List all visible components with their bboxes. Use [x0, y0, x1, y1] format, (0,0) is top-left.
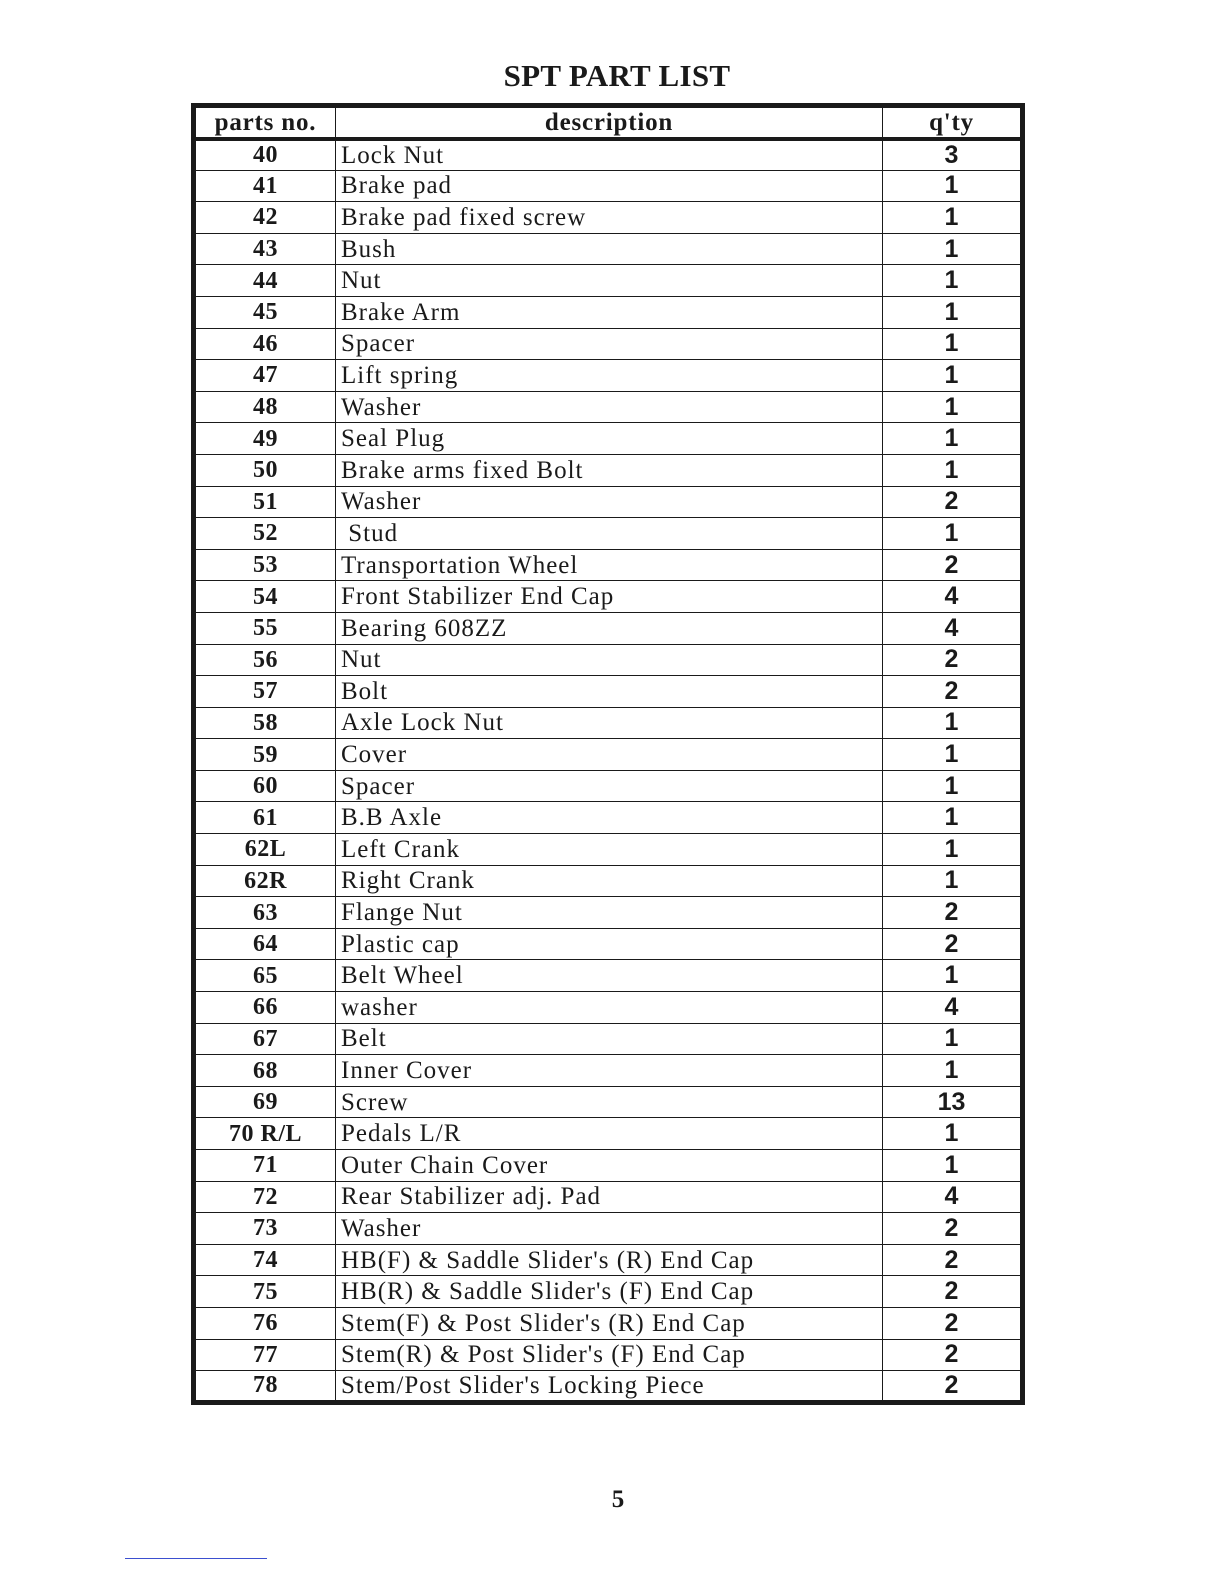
table-row — [194, 992, 1023, 1024]
table-row — [194, 1339, 1023, 1371]
description-cell: Washer — [336, 391, 883, 423]
part-number-cell: 62L — [194, 834, 336, 866]
qty-cell: 2 — [883, 1244, 1023, 1276]
qty-cell: 1 — [883, 170, 1023, 202]
part-number-cell: 66 — [194, 992, 336, 1024]
part-number-cell: 50 — [194, 454, 336, 486]
qty-cell: 2 — [883, 549, 1023, 581]
description-cell: washer — [336, 992, 883, 1024]
part-number-cell: 76 — [194, 1307, 336, 1339]
part-number-cell: 63 — [194, 897, 336, 929]
description-cell: Bush — [336, 233, 883, 265]
table-row — [194, 897, 1023, 929]
table-row — [194, 865, 1023, 897]
part-number-cell: 53 — [194, 549, 336, 581]
qty-cell: 13 — [883, 1086, 1023, 1118]
description-cell: Belt — [336, 1023, 883, 1055]
part-number-cell: 75 — [194, 1276, 336, 1308]
table-row — [194, 739, 1023, 771]
table-row — [194, 328, 1023, 360]
table-row — [194, 1055, 1023, 1087]
part-number-cell: 64 — [194, 928, 336, 960]
description-cell: HB(R) & Saddle Slider's (F) End Cap — [336, 1276, 883, 1308]
description-cell: Cover — [336, 739, 883, 771]
qty-cell: 1 — [883, 707, 1023, 739]
qty-cell: 1 — [883, 202, 1023, 234]
description-cell: Inner Cover — [336, 1055, 883, 1087]
qty-cell: 1 — [883, 960, 1023, 992]
table-row — [194, 960, 1023, 992]
description-cell: Nut — [336, 265, 883, 297]
header-description: description — [336, 106, 883, 139]
description-cell: Axle Lock Nut — [336, 707, 883, 739]
table-row — [194, 612, 1023, 644]
qty-cell: 1 — [883, 391, 1023, 423]
qty-cell: 1 — [883, 802, 1023, 834]
description-cell: Screw — [336, 1086, 883, 1118]
qty-cell: 4 — [883, 581, 1023, 613]
part-number-cell: 51 — [194, 486, 336, 518]
table-row — [194, 391, 1023, 423]
qty-cell: 4 — [883, 612, 1023, 644]
header-parts-no: parts no. — [194, 106, 336, 139]
table-row — [194, 486, 1023, 518]
qty-cell: 4 — [883, 992, 1023, 1024]
qty-cell: 1 — [883, 360, 1023, 392]
part-number-cell: 52 — [194, 518, 336, 550]
qty-cell: 1 — [883, 834, 1023, 866]
table-row — [194, 1213, 1023, 1245]
description-cell: Stem/Post Slider's Locking Piece — [336, 1371, 883, 1403]
qty-cell: 1 — [883, 518, 1023, 550]
parts-table-body — [194, 139, 1023, 1403]
description-cell: Bolt — [336, 676, 883, 708]
qty-cell: 1 — [883, 265, 1023, 297]
table-row — [194, 707, 1023, 739]
part-number-cell: 61 — [194, 802, 336, 834]
description-cell: Washer — [336, 1213, 883, 1245]
description-cell: Stud — [336, 518, 883, 550]
qty-cell: 2 — [883, 1371, 1023, 1403]
qty-cell: 2 — [883, 1339, 1023, 1371]
part-number-cell: 70 R/L — [194, 1118, 336, 1150]
part-number-cell: 67 — [194, 1023, 336, 1055]
qty-cell: 1 — [883, 328, 1023, 360]
part-number-cell: 68 — [194, 1055, 336, 1087]
table-row — [194, 170, 1023, 202]
description-cell: Stem(F) & Post Slider's (R) End Cap — [336, 1307, 883, 1339]
part-number-cell: 69 — [194, 1086, 336, 1118]
description-cell: Flange Nut — [336, 897, 883, 929]
description-cell: Pedals L/R — [336, 1118, 883, 1150]
description-cell: Brake pad — [336, 170, 883, 202]
table-row — [194, 581, 1023, 613]
part-number-cell: 62R — [194, 865, 336, 897]
page-number: 5 — [611, 1486, 625, 1513]
description-cell: B.B Axle — [336, 802, 883, 834]
description-cell: Outer Chain Cover — [336, 1150, 883, 1182]
part-number-cell: 55 — [194, 612, 336, 644]
table-row — [194, 928, 1023, 960]
qty-cell: 4 — [883, 1181, 1023, 1213]
description-cell: Brake Arm — [336, 296, 883, 328]
part-number-cell: 54 — [194, 581, 336, 613]
qty-cell: 1 — [883, 1023, 1023, 1055]
description-cell: Lock Nut — [336, 139, 883, 171]
table-row — [194, 770, 1023, 802]
page-title: SPT PART LIST — [503, 58, 731, 93]
part-number-cell: 58 — [194, 707, 336, 739]
qty-cell: 2 — [883, 1276, 1023, 1308]
table-row — [194, 1118, 1023, 1150]
qty-cell: 2 — [883, 486, 1023, 518]
qty-cell: 2 — [883, 1213, 1023, 1245]
part-number-cell: 46 — [194, 328, 336, 360]
description-cell: Seal Plug — [336, 423, 883, 455]
part-number-cell: 60 — [194, 770, 336, 802]
qty-cell: 1 — [883, 770, 1023, 802]
qty-cell: 1 — [883, 1055, 1023, 1087]
table-row — [194, 202, 1023, 234]
qty-cell: 3 — [883, 139, 1023, 171]
table-row — [194, 423, 1023, 455]
part-number-cell: 74 — [194, 1244, 336, 1276]
part-number-cell: 72 — [194, 1181, 336, 1213]
description-cell: Rear Stabilizer adj. Pad — [336, 1181, 883, 1213]
table-row — [194, 233, 1023, 265]
part-number-cell: 77 — [194, 1339, 336, 1371]
part-number-cell: 59 — [194, 739, 336, 771]
table-row — [194, 676, 1023, 708]
description-cell: Brake pad fixed screw — [336, 202, 883, 234]
table-row — [194, 549, 1023, 581]
part-number-cell: 40 — [194, 139, 336, 171]
table-row — [194, 1371, 1023, 1403]
part-number-cell: 43 — [194, 233, 336, 265]
table-row — [194, 265, 1023, 297]
part-number-cell: 44 — [194, 265, 336, 297]
table-row — [194, 360, 1023, 392]
table-row — [194, 1086, 1023, 1118]
table-row — [194, 1244, 1023, 1276]
qty-cell: 2 — [883, 928, 1023, 960]
part-number-cell: 42 — [194, 202, 336, 234]
description-cell: HB(F) & Saddle Slider's (R) End Cap — [336, 1244, 883, 1276]
part-number-cell: 41 — [194, 170, 336, 202]
part-number-cell: 78 — [194, 1371, 336, 1403]
footnote-separator — [125, 1558, 267, 1559]
qty-cell: 2 — [883, 1307, 1023, 1339]
table-row — [194, 1150, 1023, 1182]
part-number-cell: 57 — [194, 676, 336, 708]
qty-cell: 1 — [883, 296, 1023, 328]
description-cell: Nut — [336, 644, 883, 676]
table-row — [194, 296, 1023, 328]
qty-cell: 1 — [883, 423, 1023, 455]
part-number-cell: 47 — [194, 360, 336, 392]
qty-cell: 2 — [883, 676, 1023, 708]
part-number-cell: 49 — [194, 423, 336, 455]
description-cell: Plastic cap — [336, 928, 883, 960]
table-row — [194, 1023, 1023, 1055]
description-cell: Belt Wheel — [336, 960, 883, 992]
qty-cell: 1 — [883, 454, 1023, 486]
qty-cell: 1 — [883, 1150, 1023, 1182]
description-cell: Washer — [336, 486, 883, 518]
part-number-cell: 65 — [194, 960, 336, 992]
part-number-cell: 45 — [194, 296, 336, 328]
table-row — [194, 1307, 1023, 1339]
description-cell: Spacer — [336, 770, 883, 802]
table-row — [194, 834, 1023, 866]
table-row — [194, 139, 1023, 171]
description-cell: Right Crank — [336, 865, 883, 897]
qty-cell: 1 — [883, 739, 1023, 771]
part-number-cell: 48 — [194, 391, 336, 423]
qty-cell: 1 — [883, 865, 1023, 897]
part-number-cell: 73 — [194, 1213, 336, 1245]
qty-cell: 2 — [883, 644, 1023, 676]
table-row — [194, 1276, 1023, 1308]
table-header-row — [194, 106, 1023, 139]
qty-cell: 1 — [883, 1118, 1023, 1150]
header-qty: q'ty — [883, 106, 1023, 139]
parts-table — [191, 103, 1025, 1405]
description-cell: Left Crank — [336, 834, 883, 866]
description-cell: Lift spring — [336, 360, 883, 392]
table-row — [194, 802, 1023, 834]
table-row — [194, 454, 1023, 486]
description-cell: Stem(R) & Post Slider's (F) End Cap — [336, 1339, 883, 1371]
part-number-cell: 56 — [194, 644, 336, 676]
qty-cell: 1 — [883, 233, 1023, 265]
table-row — [194, 1181, 1023, 1213]
description-cell: Front Stabilizer End Cap — [336, 581, 883, 613]
table-row — [194, 644, 1023, 676]
description-cell: Spacer — [336, 328, 883, 360]
qty-cell: 2 — [883, 897, 1023, 929]
description-cell: Transportation Wheel — [336, 549, 883, 581]
table-row — [194, 518, 1023, 550]
part-number-cell: 71 — [194, 1150, 336, 1182]
description-cell: Bearing 608ZZ — [336, 612, 883, 644]
description-cell: Brake arms fixed Bolt — [336, 454, 883, 486]
